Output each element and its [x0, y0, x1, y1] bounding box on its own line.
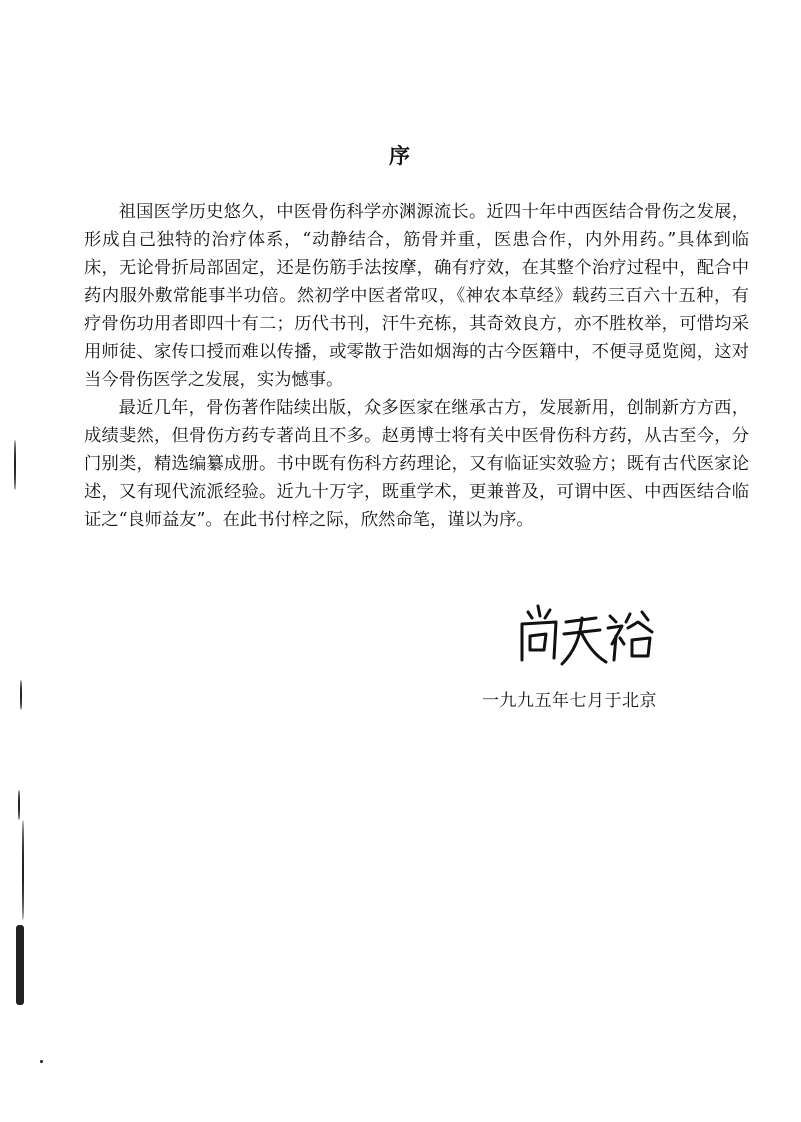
- handwritten-signature: [510, 598, 660, 673]
- scan-edge-marks: [0, 400, 60, 1100]
- date-location: 一九九五年七月于北京: [482, 691, 657, 711]
- body-text: [84, 198, 749, 534]
- page-title: 序: [389, 143, 412, 168]
- paragraph-2: 最近几年，骨伤著作陆续出版，众多医家在继承古方，发展新用，创制新方方西，成绩斐然，但骨伤方药专著尚且不多。赵勇博士将有关中医骨伤科方药，从古至今，分门别类，精选编纂成册。书中既有伤科方药理论，又有临证实效验方；既有古代医家论述，又有现代流派经验。近九十万字，既重学术，更兼普及，可谓中医、中西医结合临证之“良师益友”。在此书付梓之际，欣然命笔，谨以为序。: [84, 398, 749, 530]
- paragraph-1: 祖国医学历史悠久，中医骨伤科学亦渊源流长。近四十年中西医结合骨伤之发展，形成自己独特的治疗体系，“动静结合，筋骨并重，医患合作，内外用药。”具体到临床，无论骨折局部固定，还是伤筋手法按摩，确有疗效，在其整个治疗过程中，配合中药内服外敷常能事半功倍。然初学中医者常叹，《神农本草经》载药三百六十五种，有疗骨伤功用者即四十有二；历代书刊，汗牛充栋，其奇效良方，亦不胜枚举，可惜均采用师徒、家传口授而难以传播，或零散于浩如烟海的古今医籍中，不便寻觅览阅，这对当今骨伤医学之发展，实为憾事。: [84, 202, 749, 390]
